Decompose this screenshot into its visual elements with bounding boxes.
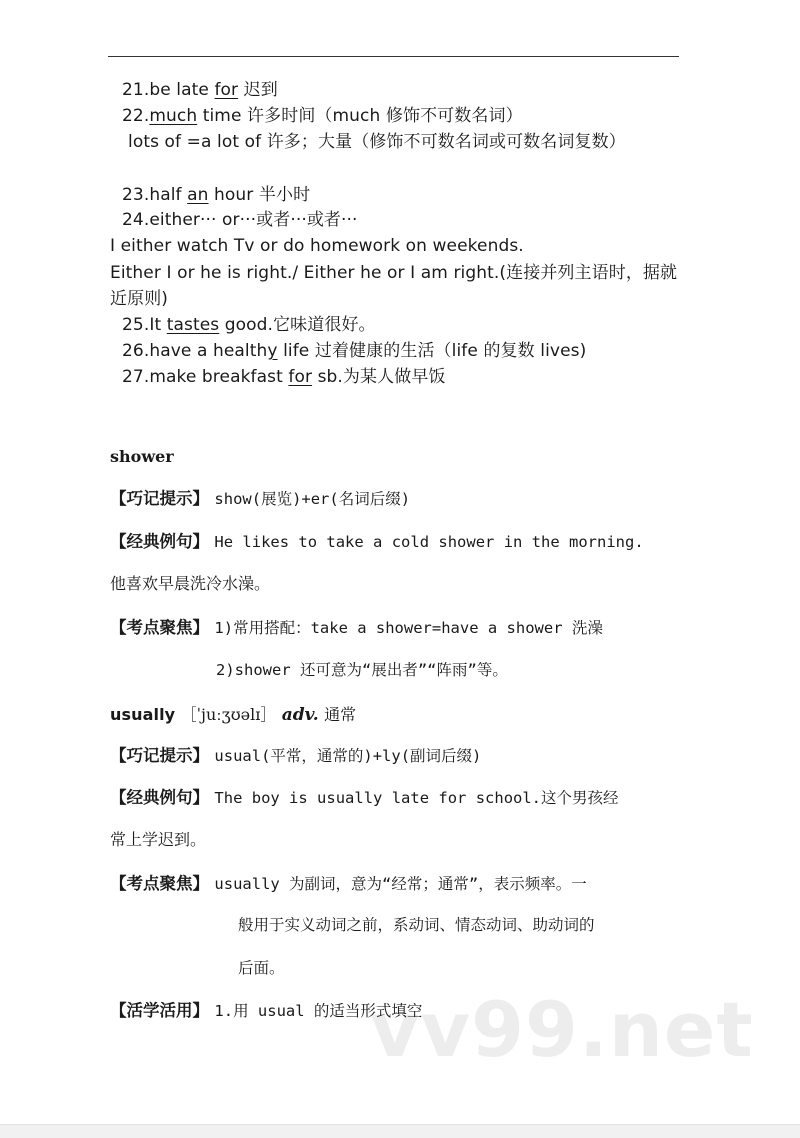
top-divider — [108, 56, 679, 57]
usually-focus-2: 般用于实义动词之前，系动词、情态动词、助动词的 — [238, 916, 595, 934]
practice-text: 1.用 usual 的适当形式填空 — [214, 1002, 423, 1020]
page-bottom-edge — [0, 1124, 800, 1138]
usually-example — [110, 787, 619, 809]
example-tag: 【经典例句】 — [110, 532, 209, 551]
watermark: vv99.net — [370, 985, 754, 1074]
example-text: The boy is usually late for school.这个男孩经 — [214, 789, 619, 807]
vocab-item-27: 27.make breakfast for sb.为某人做早饭 — [122, 367, 446, 387]
focus-tag: 【考点聚焦】 — [110, 874, 209, 893]
entry-word-usually — [110, 704, 356, 726]
example-tag: 【经典例句】 — [110, 788, 209, 807]
shower-focus-2: 2)shower 还可意为“展出者”“阵雨”等。 — [216, 661, 508, 679]
vocab-item-26: 26.have a healthy life 过着健康的生活（life 的复数 lives) — [122, 341, 587, 361]
vocab-item-22: 22.much time 许多时间（much 修饰不可数名词） — [122, 106, 523, 126]
tip-tag: 【巧记提示】 — [110, 746, 209, 765]
shower-example — [110, 531, 644, 553]
vocab-item-23: 23.half an hour 半小时 — [122, 185, 311, 205]
usually-focus — [110, 873, 587, 895]
vocab-item-21: 21.be late for 迟到 — [122, 80, 278, 100]
tip-text: show(展览)+er(名词后缀) — [214, 490, 411, 508]
vocab-item-24: 24.either··· or···或者···或者··· — [122, 210, 358, 230]
vocab-item-22-note: lots of =a lot of 许多；大量（修饰不可数名词或可数名词复数） — [128, 132, 626, 152]
usually-focus-3: 后面。 — [238, 959, 285, 977]
usually-example-cont: 常上学迟到。 — [110, 830, 207, 849]
vocab-item-24-example-2: Either I or he is right./ Either he or I am right.(连接并列主语时，据就 — [110, 263, 678, 283]
shower-focus — [110, 617, 603, 639]
shower-example-translation: 他喜欢早晨洗冷水澡。 — [110, 574, 271, 593]
part-of-speech: adv. — [281, 705, 319, 725]
example-text: He likes to take a cold shower in the morning. — [214, 533, 644, 551]
vocab-item-24-example-2-cont: 近原则) — [110, 289, 169, 309]
tip-tag: 【巧记提示】 — [110, 489, 209, 508]
vocab-item-25: 25.It tastes good.它味道很好。 — [122, 315, 376, 335]
tip-text: usual(平常，通常的)+ly(副词后缀) — [214, 747, 482, 765]
focus-text-1: usually 为副词，意为“经常；通常”，表示频率。一 — [214, 875, 587, 893]
headword: usually — [110, 705, 176, 724]
usually-tip — [110, 745, 481, 767]
practice-tag: 【活学活用】 — [110, 1001, 209, 1020]
entry-word-shower: shower — [110, 447, 174, 466]
focus-text-1: 1)常用搭配：take a shower=have a shower 洗澡 — [214, 619, 603, 637]
meaning: 通常 — [324, 705, 357, 724]
shower-tip — [110, 488, 410, 510]
focus-tag: 【考点聚焦】 — [110, 618, 209, 637]
vocab-item-24-example-1: I either watch Tv or do homework on weekends. — [110, 236, 524, 256]
phonetic: ［ˈjuːʒʊəlɪ］ — [180, 705, 277, 724]
